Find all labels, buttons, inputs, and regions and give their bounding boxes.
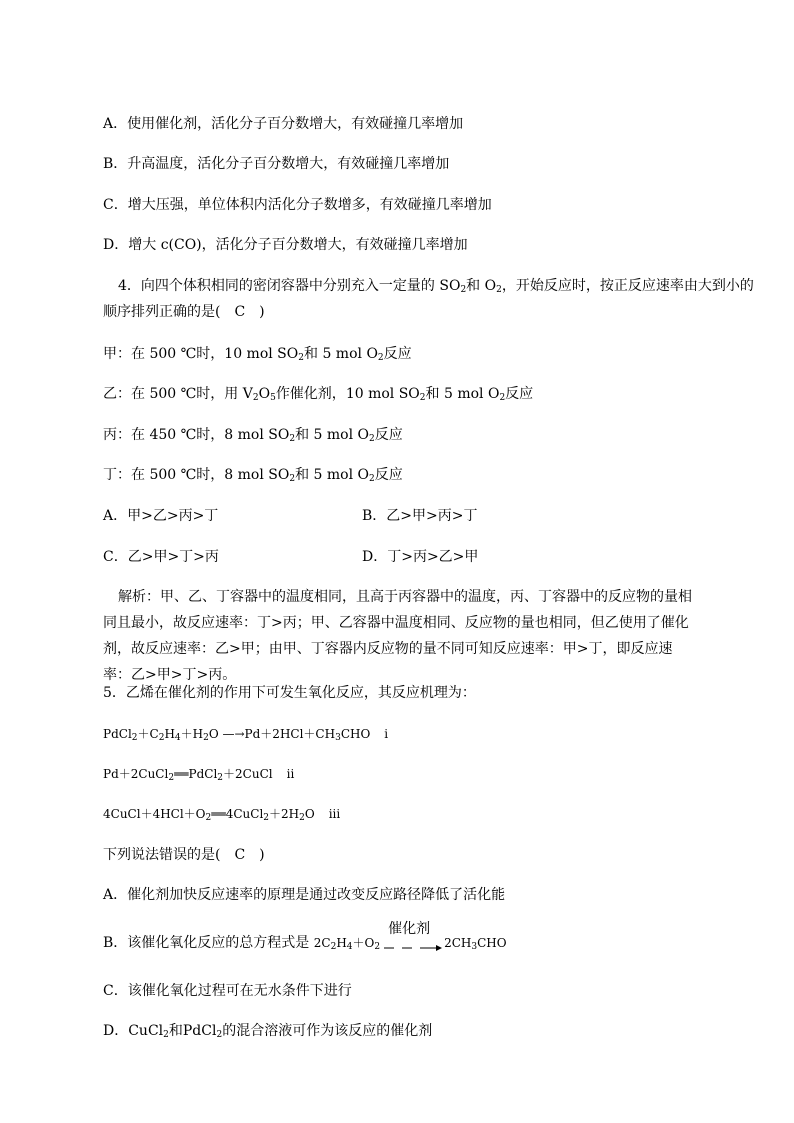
q4-condition-yi: 乙：在 500 ℃时，用 $V_2O_5$作催化剂，10 mol $SO_2$和 5 mol $O_2$反应: [103, 386, 534, 403]
q3-option-c: C．增大压强，单位体积内活化分子数增多，有效碰撞几率增加: [103, 197, 492, 213]
q3-option-d: D．增大 c(CO)，活化分子百分数增大，有效碰撞几率增加: [103, 237, 468, 253]
q4-analysis: 解析：甲、乙、丁容器中的温度相同，且高于丙容器中的温度，丙、丁容器中的反应物的量相同且最小，故反应速率：丁>丙；甲、乙容器中温度相同、反应物的量也相同，但乙使用了催化剂，故反应速率：乙>甲；由甲、丁容器内反应物的量不同可知反应速率：甲>丁，即反应速率：乙>甲>丁>丙。: [103, 589, 692, 683]
catalyst-label: 催化剂: [388, 921, 431, 937]
q4-condition-bing: 丙：在 450 ℃时，8 mol $SO_2$和 5 mol $O_2$反应: [103, 427, 403, 444]
q4-option-a: A．甲>乙>丙>丁: [103, 508, 219, 524]
q4-option-b: B．乙>甲>丙>丁: [362, 508, 478, 524]
arrow-icon: [382, 944, 442, 952]
q4-option-d: D．丁>丙>乙>甲: [362, 549, 479, 565]
q3-option-a: A．使用催化剂，活化分子百分数增大，有效碰撞几率增加: [103, 116, 464, 132]
q4-condition-jia: 甲：在 500 ℃时，10 mol $SO_2$和 5 mol $O_2$反应: [103, 346, 412, 363]
q5-equation-2: Pd＋2CuCl$_2$══PdCl$_2$＋2CuCl ii: [103, 767, 295, 783]
q5-option-a: A．催化剂加快反应速率的原理是通过改变反应路径降低了活化能: [103, 887, 506, 903]
q5-option-d: D．CuCl$_2$和PdCl$_2$的混合溶液可作为该反应的催化剂: [103, 1023, 433, 1040]
q5-option-c: C．该催化氧化过程可在无水条件下进行: [103, 983, 352, 999]
q4-stem-line2: 顺序排列正确的是( C ): [103, 304, 265, 320]
q3-option-b: B．升高温度，活化分子百分数增大，有效碰撞几率增加: [103, 156, 450, 172]
q5-option-b: B．该催化氧化反应的总方程式是 $2C_2H_4+O_2$ 催化剂 $2CH_3CHO$: [103, 921, 507, 952]
q5-equation-3: $4CuCl+4HCl+O_2══4CuCl_2+2H_2O$ iii: [103, 807, 341, 823]
q4-condition-ding: 丁：在 500 ℃时，8 mol $SO_2$和 5 mol $O_2$反应: [103, 467, 403, 484]
q5-equation-1: $PdCl_2+C_2H_4+H_2O$ $—\to Pd+2HCl+CH_3CHO$ i: [103, 727, 389, 743]
catalyst-arrow: [382, 921, 442, 952]
q5-question: 下列说法错误的是( C ): [103, 847, 265, 863]
q5-stem: 5．乙烯在催化剂的作用下可发生氧化反应，其反应机理为：: [103, 685, 476, 701]
q4-stem-line1: 4．向四个体积相同的密闭容器中分别充入一定量的 $SO_2$和 $O_2$，开始反应时，按正反应速率由大到小的: [118, 278, 754, 295]
q4-option-c: C．乙>甲>丁>丙: [103, 549, 219, 565]
